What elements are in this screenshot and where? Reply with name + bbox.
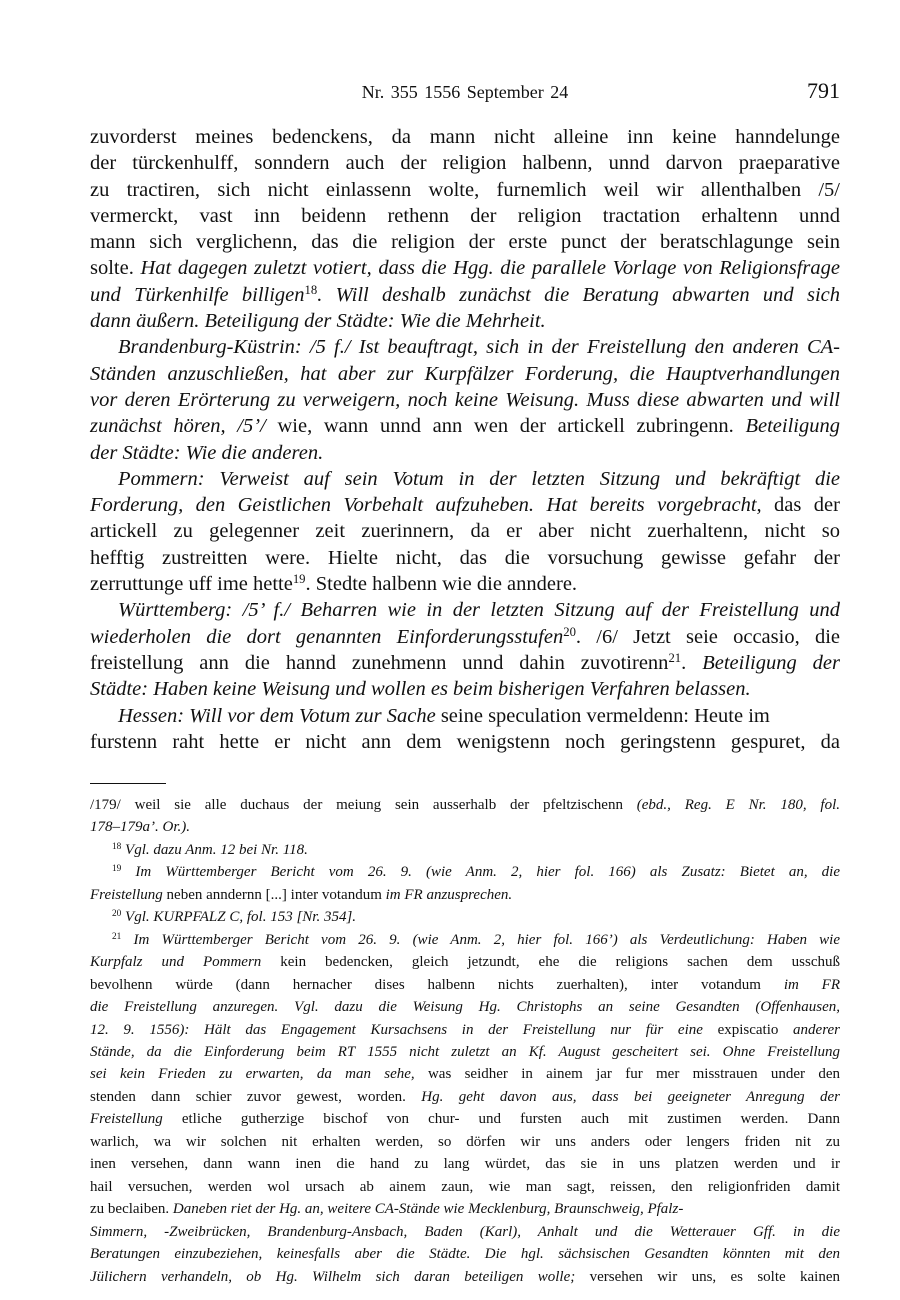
running-title: Nr. 355 1556 September 24 bbox=[361, 82, 569, 102]
italic-text: Im Württemberger Bericht vom 26. 9. (wie Anm. 2, hier fol. 166’) als Verdeutlichung: Haben wie bbox=[121, 931, 840, 948]
footnote-line bbox=[90, 1221, 840, 1243]
text-line bbox=[90, 334, 840, 360]
italic-text: zunächst hören, /5’/ bbox=[90, 415, 278, 438]
italic-text: Hessen: Will vor dem Votum zur Sache bbox=[118, 704, 436, 727]
footnote-line bbox=[90, 1108, 840, 1130]
italic-text: Im Württemberger Bericht vom 26. 9. (wie Anm. 2, hier fol. 166) als Zusatz: Bietet an, die bbox=[121, 864, 840, 881]
footnote-line bbox=[90, 1086, 840, 1108]
italic-text: Ständen anzuschließen, hat aber zur Kurpfälzer Forderung, die Hauptverhandlungen bbox=[90, 362, 840, 385]
text: bevolhenn würde (dann hernacher dises halbenn nichts zuerhalten), inter votandum bbox=[90, 976, 784, 993]
text-line bbox=[90, 492, 840, 518]
text: warlich, wa wir solchen nit erhalten werden, so dörfen wir uns anders oder lengers friden nit zu bbox=[90, 1133, 840, 1150]
footnote-line bbox=[90, 1243, 840, 1265]
footnote-line bbox=[90, 1153, 840, 1175]
text-line bbox=[90, 440, 840, 466]
italic-text: Württemberg: /5’ f./ Beharren wie in der letzten Sitzung auf der Freistellung und bbox=[118, 599, 840, 622]
page-header bbox=[90, 78, 840, 106]
text: . Stedte halbenn wie die anndere. bbox=[305, 573, 578, 596]
text: was seidher in ainem jar fur mer misstrauen under den bbox=[427, 1066, 840, 1083]
footnote-line bbox=[90, 996, 840, 1018]
text-line bbox=[90, 729, 840, 755]
text: das der bbox=[761, 494, 840, 517]
text-line bbox=[90, 150, 840, 176]
italic-text: Forderung, den Geistlichen Vorbehalt aufzuheben. Hat bereits vorgebracht, bbox=[90, 494, 762, 517]
text-line bbox=[90, 361, 840, 387]
italic-text: Hat dagegen zuletzt votiert, dass die Hgg. die parallele Vorlage von Religionsfrage bbox=[140, 257, 840, 280]
text-line bbox=[90, 203, 840, 229]
text-line bbox=[90, 387, 840, 413]
footnote-marker: 21 bbox=[112, 931, 122, 942]
text-line bbox=[90, 308, 840, 334]
text: . /6/ Jetzt seie occasio, die bbox=[575, 625, 840, 648]
footnote-line bbox=[90, 951, 840, 973]
text-line bbox=[90, 650, 840, 676]
italic-text: der Städte: Wie die anderen. bbox=[90, 441, 324, 464]
italic-text: Hg. geht davon aus, dass bei geeigneter Anregung der bbox=[421, 1088, 840, 1105]
italic-text: Beteiligung der bbox=[702, 651, 840, 674]
italic-text: und Türkenhilfe billigen bbox=[90, 283, 305, 306]
italic-text: anderer bbox=[793, 1021, 840, 1038]
italic-text: Städte: Haben keine Weisung und wollen es beim bisherigen Verfahren belassen. bbox=[90, 678, 751, 701]
text: solte. bbox=[90, 257, 141, 280]
main-text bbox=[90, 124, 840, 755]
text: etliche gutherzige bischof von chur- und fursten auch mit zustimen werden. Dann bbox=[181, 1111, 840, 1128]
footnote-line bbox=[90, 929, 840, 951]
text-line bbox=[90, 676, 840, 702]
footnote-marker: 20 bbox=[112, 909, 122, 920]
footnote-line bbox=[90, 906, 840, 928]
italic-text: wiederholen die dort genannten Einforderungsstufen bbox=[90, 625, 564, 648]
text-line bbox=[90, 518, 840, 544]
footnote-marker: 19 bbox=[112, 864, 122, 875]
text: freistellung ann die hannd zunehmenn unnd dahin zuvotirenn bbox=[90, 651, 669, 674]
italic-text: Beratungen einzubeziehen, keinesfalls aber die Städte. Die hgl. sächsischen Gesandten könnten mit den bbox=[90, 1246, 840, 1263]
footnote-line bbox=[90, 1176, 840, 1198]
text: /179/ weil sie alle duchaus der meiung sein ausserhalb der pfeltzischenn bbox=[90, 797, 637, 813]
text-line bbox=[90, 255, 840, 281]
text: zu tractiren, sich nicht einlassenn wolte, furnemlich weil wir allenthalben /5/ bbox=[90, 178, 840, 201]
footnote-marker: 18 bbox=[304, 282, 318, 297]
text: zu beclaiben. bbox=[90, 1201, 173, 1218]
footnote-line bbox=[90, 1198, 840, 1220]
footnote-line bbox=[90, 1131, 840, 1153]
text-line bbox=[90, 413, 840, 439]
footnote-line bbox=[90, 1019, 840, 1041]
text: seine speculation vermeldenn: Heute im bbox=[435, 704, 770, 727]
italic-text: 12. 9. 1556): Hält das Engagement Kursachsens in der Freistellung nur für eine bbox=[90, 1021, 718, 1038]
text: der türckenhulff, sonndern auch der religion halbenn, unnd darvon praeparative bbox=[90, 152, 840, 175]
italic-text: Beteiligung bbox=[745, 415, 840, 438]
italic-text: Stände, da die Einforderung beim RT 1555 nicht zuletzt an Kf. August gescheitert sei. Ohne Freistellung bbox=[90, 1043, 840, 1060]
italic-text: Daneben riet der Hg. an, weitere CA-Stände wie Mecklenburg, Braunschweig, Pfalz- bbox=[172, 1201, 684, 1218]
text: artickell zu gelegenner zeit zuerinnern, da er aber nicht zuerhaltenn, nicht so bbox=[90, 520, 840, 543]
text: hefftig zustreitten were. Hielte nicht, das die vorsuchung gewisse gefahr der bbox=[90, 546, 840, 569]
footnote-marker: 21 bbox=[668, 650, 682, 665]
italic-text: Vgl. KURPFALZ C, fol. 153 [Nr. 354]. bbox=[121, 909, 357, 926]
text: hail versuchen, werden wol ursach ab ainem zaun, wie man sagt, reissen, den religionfriden damit bbox=[90, 1178, 840, 1195]
text: stenden dann schier zuvor gewest, worden. bbox=[90, 1088, 422, 1105]
footnote-marker: 18 bbox=[112, 841, 122, 852]
text: wie, wann unnd ann wen der artickell zubringenn. bbox=[277, 415, 746, 438]
italic-text: Freistellung bbox=[90, 886, 163, 903]
italic-text: vor deren Erörterung zu verweigern, noch keine Weisung. Muss diese abwarten und will bbox=[90, 388, 840, 411]
footnote-line bbox=[90, 839, 840, 861]
text: furstenn raht hette er nicht ann dem wenigstenn noch geringstenn gespuret, da bbox=[90, 730, 840, 753]
text-line bbox=[90, 124, 840, 150]
italic-text: im FR bbox=[783, 976, 840, 993]
text: mann sich verglichenn, das die religion der erste punct der beratschlagunge sein bbox=[90, 231, 840, 254]
footnote-marker: 19 bbox=[292, 572, 306, 587]
footnote-line bbox=[90, 861, 840, 883]
footnotes bbox=[90, 794, 840, 1288]
italic-text: Pommern: Verweist auf sein Votum in der letzten Sitzung und bekräftigt die bbox=[118, 467, 840, 490]
text: expiscatio bbox=[717, 1021, 794, 1038]
text-line bbox=[90, 703, 840, 729]
text: versehen wir uns, es solte kainen bbox=[589, 1268, 840, 1285]
text: zerruttunge uff ime hette bbox=[90, 573, 293, 596]
footnote-line bbox=[90, 1266, 840, 1288]
text-line bbox=[90, 466, 840, 492]
footnote-separator bbox=[90, 783, 166, 784]
italic-text: Kurpfalz und Pommern bbox=[90, 954, 262, 971]
text-line bbox=[90, 571, 840, 597]
footnote-line bbox=[90, 884, 840, 906]
text-line bbox=[90, 624, 840, 650]
text-line bbox=[90, 597, 840, 623]
footnote-line bbox=[90, 1063, 840, 1085]
italic-text: die Freistellung anzuregen. Vgl. dazu die Weisung Hg. Christophs an seine Gesandten (Offenhausen, bbox=[90, 999, 840, 1016]
italic-text: dann äußern. Beteiligung der Städte: Wie die Mehrheit. bbox=[90, 310, 546, 333]
footnote-line bbox=[90, 974, 840, 996]
italic-text: Brandenburg-Küstrin: /5 f./ Ist beauftragt, sich in der Freistellung den anderen CA- bbox=[118, 336, 840, 359]
text: kein bedencken, gleich jetzundt, ehe die religions sachen dem usschuß bbox=[261, 954, 840, 971]
italic-text: Freistellung bbox=[90, 1111, 182, 1128]
italic-text: (ebd., Reg. E Nr. 180, fol. bbox=[636, 797, 840, 813]
italic-text: Jülichern verhandeln, ob Hg. Wilhelm sich daran beteiligen wolle; bbox=[90, 1268, 590, 1285]
italic-text: sei kein Frieden zu erwarten, da man sehe, bbox=[90, 1066, 428, 1083]
text: . bbox=[681, 651, 703, 674]
italic-text: . Will deshalb zunächst die Beratung abwarten und sich bbox=[317, 283, 840, 306]
italic-text: Simmern, -Zweibrücken, Brandenburg-Ansbach, Baden (Karl), Anhalt und die Wetterauer Gff. in die bbox=[90, 1223, 840, 1240]
italic-text: Vgl. dazu Anm. 12 bei Nr. 118. bbox=[121, 841, 308, 858]
footnote-line bbox=[90, 794, 840, 816]
text-line bbox=[90, 282, 840, 308]
footnote-line bbox=[90, 816, 840, 838]
text: vermerckt, vast inn beidenn rethenn der religion tractation erhaltenn unnd bbox=[90, 204, 840, 227]
italic-text: 178–179a’. Or.). bbox=[90, 819, 190, 836]
text-line bbox=[90, 545, 840, 571]
footnote-marker: 20 bbox=[563, 624, 576, 639]
text: neben anndernn [...] inter votandum bbox=[162, 886, 386, 903]
text-line bbox=[90, 177, 840, 203]
text-line bbox=[90, 229, 840, 255]
italic-text: im FR anzusprechen. bbox=[385, 886, 513, 903]
page-number: 791 bbox=[807, 78, 840, 103]
footnote-line bbox=[90, 1041, 840, 1063]
text: inen versehen, dann wann inen die hand zu lang würdet, das sie in uns platzen werden und ir bbox=[90, 1156, 840, 1173]
text: zuvorderst meines bedenckens, da mann nicht alleine inn keine hanndelunge bbox=[90, 126, 840, 148]
